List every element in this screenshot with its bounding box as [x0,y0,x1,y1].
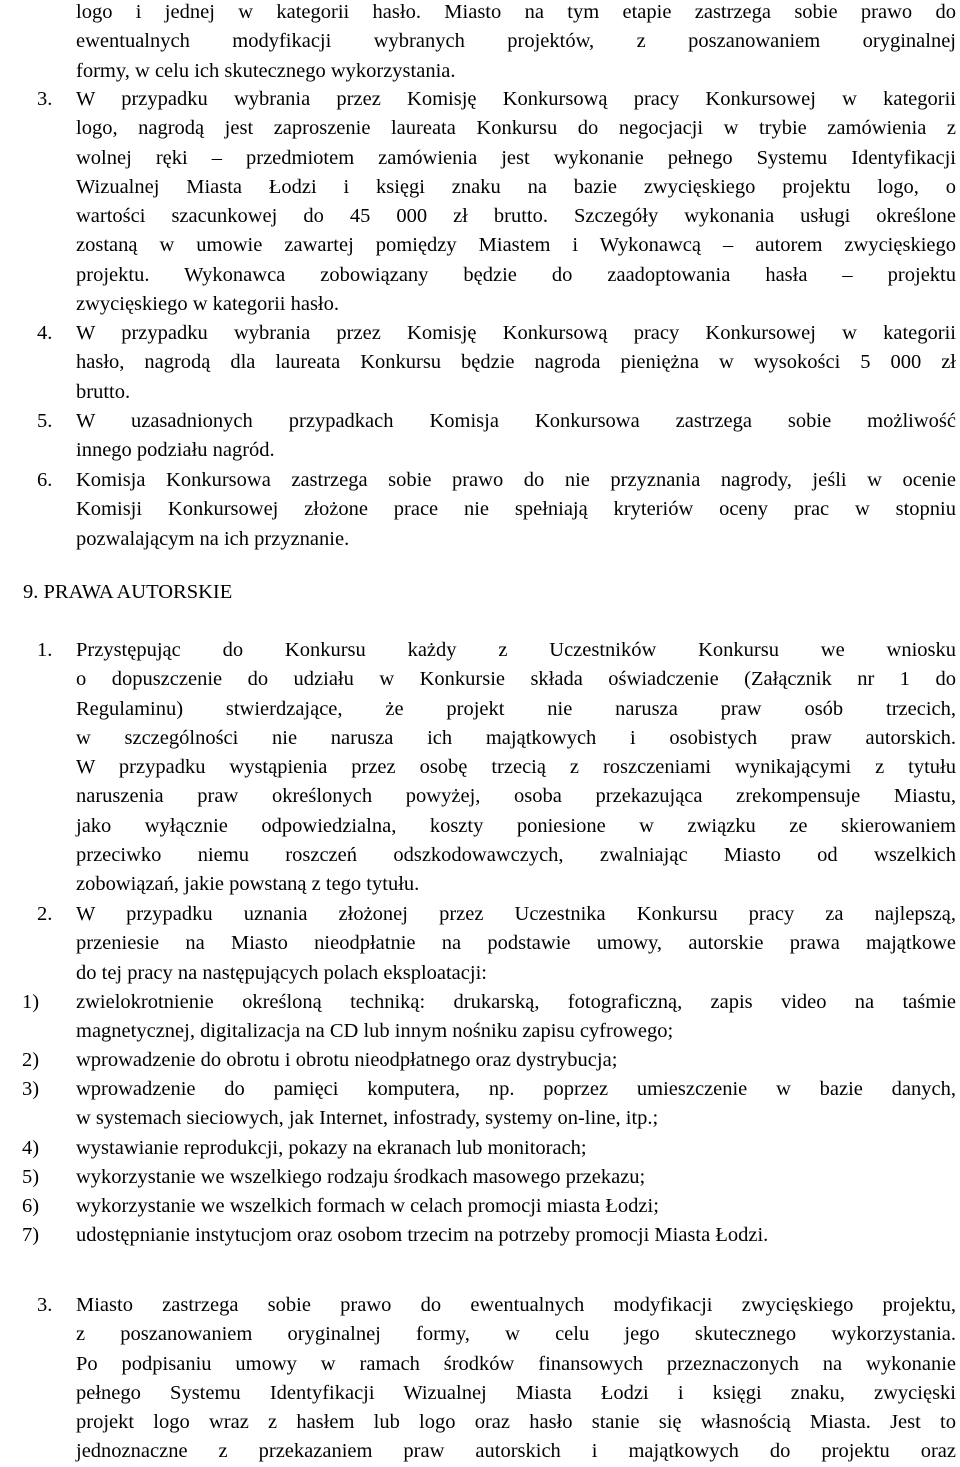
text-line: wprowadzenie do pamięci komputera, np. poprzez umieszczenie w bazie danych, [76,1078,956,1100]
list-item [76,466,956,554]
text-line: wolnej ręki – przedmiotem zamówienia jest wykonanie pełnego Systemu Identyfikacji [76,146,956,169]
item-number: 1. [37,639,53,661]
text-line: przeciwko niemu roszczeń odszkodowawczych, zwalniając Miasto od wszelkich [76,844,956,867]
paragraph-continuation [76,0,956,86]
text-line: Komisja Konkursowa zastrzega sobie prawo do nie przyznania nagrody, jeśli w ocenie [76,469,956,491]
text-line: udostępnianie instytucjom oraz osobom trzecim na potrzeby promocji Miasta Łodzi. [76,1224,769,1246]
text-line: W przypadku wybrania przez Komisję Konkursową pracy Konkursowej w kategorii [76,322,956,344]
item-number: 4. [37,322,53,344]
text-line: hasło, nagrodą dla laureata Konkursu będzie nagroda pieniężna w wysokości 5 000 zł [76,351,956,374]
text-line: logo, nagrodą jest zaproszenie laureata Konkursu do negocjacji w trybie zamówienia z [76,117,956,140]
text-line: Wizualnej Miasta Łodzi i księgi znaku na bazie zwycięskiego projektu logo, o [76,175,956,198]
list-item [76,319,956,407]
text-line: Komisji Konkursowej złożone prace nie spełniają kryteriów oceny prac w stopniu [76,498,956,521]
text-line: brutto. [76,380,131,403]
text-line: projektu. Wykonawca zobowiązany będzie do zaadoptowania hasła – projektu [76,263,956,286]
text-line: ewentualnych modyfikacji wybranych projektów, z poszanowaniem oryginalnej [76,30,956,53]
field-number: 4) [22,1137,40,1159]
text-line: zwielokrotnienie określoną techniką: drukarską, fotograficzną, zapis video na taśmie [76,991,956,1013]
text-line: zwycięskiego w kategorii hasło. [76,293,340,316]
text-line: wprowadzenie do obrotu i obrotu nieodpłatnego oraz dystrybucja; [76,1049,618,1071]
item-number: 2. [37,903,53,925]
text-line: W przypadku wybrania przez Komisję Konkursową pracy Konkursowej w kategorii [76,88,956,110]
text-line: Przystępując do Konkursu każdy z Uczestników Konkursu we wniosku [76,639,956,661]
text-line: pełnego Systemu Identyfikacji Wizualnej Miasta Łodzi i księgi znaku, zwycięski [76,1381,956,1404]
text-line: W uzasadnionych przypadkach Komisja Konkursowa zastrzega sobie możliwość [76,410,956,432]
text-line: o dopuszczenie do udziału w Konkursie składa oświadczenie (Załącznik nr 1 do [76,668,956,691]
text-line: Po podpisaniu umowy w ramach środków finansowych przeznaczonych na wykonanie [76,1352,956,1375]
field-number: 7) [22,1224,40,1246]
field-number: 3) [22,1078,40,1100]
text-line: jako wyłącznie odpowiedzialna, koszty poniesione w związku ze skierowaniem [76,814,956,837]
item-number: 5. [37,410,53,432]
text-line: w systemach sieciowych, jak Internet, infostrady, systemy on-line, itp.; [76,1107,659,1130]
text-line: wykorzystanie we wszelkiego rodzaju środkach masowego przekazu; [76,1166,646,1188]
item-number: 3. [37,1294,53,1316]
list-item [76,407,956,466]
text-line: jednoznaczne z przekazaniem praw autorskich i majątkowych do projektu oraz [76,1440,956,1463]
text-line: przeniesie na Miasto nieodpłatnie na podstawie umowy, autorskie prawa majątkowe [76,932,956,955]
field-item [76,1134,956,1163]
text-line: wartości szacunkowej do 45 000 zł brutto. Szczegóły wykonania usługi określone [76,205,956,228]
text-line: Regulaminu) stwierdzające, że projekt nie narusza praw osób trzecich, [76,697,956,720]
text-line: zostaną w umowie zawartej pomiędzy Miastem i Wykonawcą – autorem zwycięskiego [76,234,956,257]
text-line: naruszenia praw określonych powyżej, osoba przekazująca zrekompensuje Miastu, [76,785,956,808]
text-line: do tej pracy na następujących polach eksploatacji: [76,961,487,984]
text-line: pozwalającym na ich przyznanie. [76,527,350,550]
text-line: w szczególności nie narusza ich majątkowych i osobistych praw autorskich. [76,726,956,749]
field-item [76,988,956,1047]
text-line: z poszanowaniem oryginalnej formy, w celu jego skutecznego wykorzystania. [76,1323,956,1346]
item-number: 3. [37,88,53,110]
field-item [76,1221,956,1250]
field-number: 1) [22,991,40,1013]
field-item [76,1075,956,1134]
list-item [76,636,956,900]
section-heading: 9. PRAWA AUTORSKIE [23,581,233,603]
list-item [76,85,956,319]
text-line: W przypadku wystąpienia przez osobę trzecią z roszczeniami wynikającymi z tytułu [76,756,956,779]
field-item [76,1046,956,1075]
field-item [76,1163,956,1192]
field-number: 6) [22,1195,40,1217]
text-line: magnetycznej, digitalizacja na CD lub innym nośniku zapisu cyfrowego; [76,1020,674,1043]
field-number: 5) [22,1166,40,1188]
text-line: projekt logo wraz z hasłem lub logo oraz hasło stanie się własnością Miasta. Jest to [76,1411,956,1434]
field-number: 2) [22,1049,40,1071]
text-line: formy, w celu ich skutecznego wykorzystania. [76,59,456,82]
text-line: zobowiązań, jakie powstaną z tego tytułu. [76,873,420,896]
list-item [76,900,956,988]
text-line: W przypadku uznania złożonej przez Uczestnika Konkursu pracy za najlepszą, [76,903,956,925]
list-item [76,1291,956,1467]
text-line: innego podziału nagród. [76,439,275,462]
text-line: wystawianie reprodukcji, pokazy na ekranach lub monitorach; [76,1137,587,1159]
text-line: logo i jednej w kategorii hasło. Miasto na tym etapie zastrzega sobie prawo do [76,1,956,23]
text-line: wykorzystanie we wszelkich formach w celach promocji miasta Łodzi; [76,1195,659,1217]
item-number: 6. [37,469,53,491]
field-item [76,1192,956,1221]
text-line: Miasto zastrzega sobie prawo do ewentualnych modyfikacji zwycięskiego projektu, [76,1294,956,1316]
